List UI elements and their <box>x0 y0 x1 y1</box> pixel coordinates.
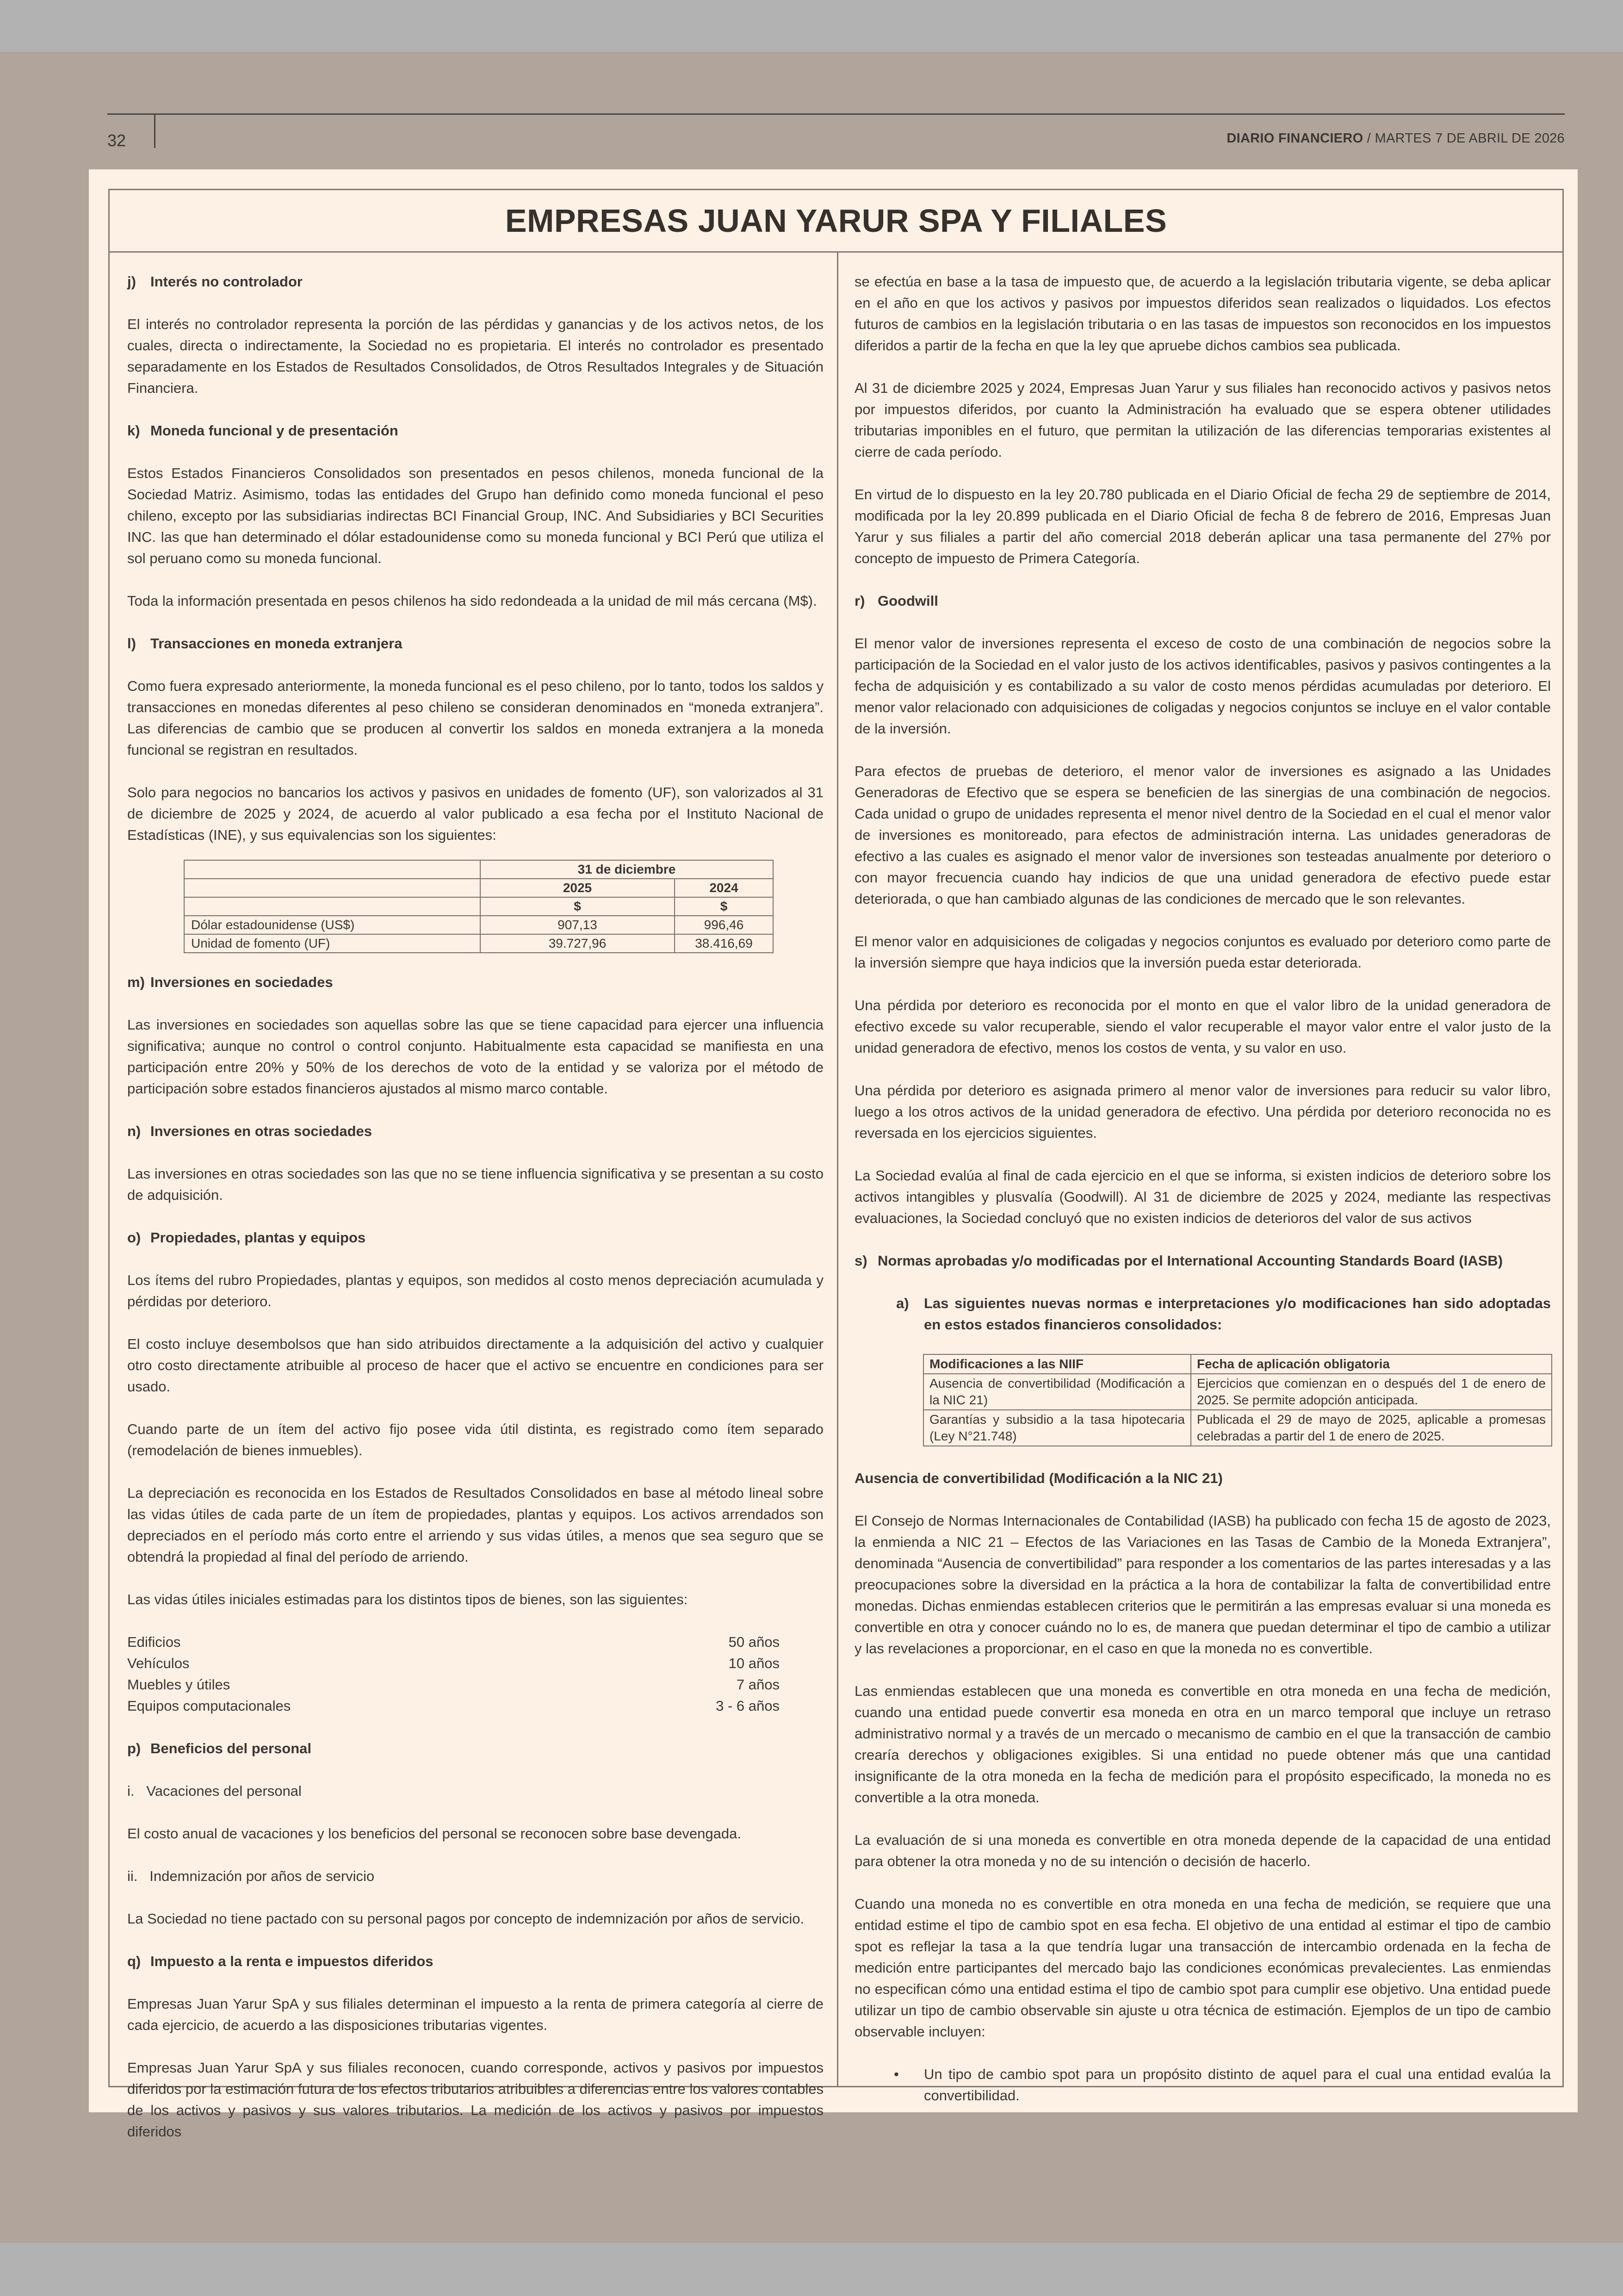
column-divider <box>837 253 838 2086</box>
table-cell: Garantías y subsidio a la tasa hipotecaria (Ley N°21.748) <box>923 1410 1191 1446</box>
asset-life: 7 años <box>736 1676 780 1693</box>
table-header: Modificaciones a las NIIF <box>923 1354 1191 1374</box>
notice-frame <box>108 189 1564 2140</box>
section-letter: r) <box>855 593 865 609</box>
exchange-rate-table <box>184 860 774 953</box>
publication-name: DIARIO FINANCIERO <box>1227 131 1363 146</box>
section-heading-text: Transacciones en moneda extranjera <box>150 635 403 652</box>
section-letter: o) <box>127 1229 141 1246</box>
table-cell: 38.416,69 <box>675 934 773 953</box>
paragraph: La Sociedad evalúa al final de cada ejercicio en el que se informa, si existen indicios de deterioro sobre los activos intangibles y plusvalía (Goodwill). Al 31 de diciembre de 2025 y 2024, mediante las respectivas evaluaciones, la Sociedad concluyó que no existen indicios de deterioros del valor de sus activos <box>855 1167 1551 1226</box>
section-heading-k <box>127 420 824 441</box>
paragraph: Estos Estados Financieros Consolidados son presentados en pesos chilenos, moneda funcional de la Sociedad Matriz. Asimismo, todas las entidades del Grupo han definido como moneda funcional el peso chileno, excepto por las subsidiarias indirectas BCI Financial Group, INC. And Subsidiaries y BCI Securities INC. las que han determinado el dólar estadounidense como su moneda funcional y BCI Perú que utiliza el sol peruano como su moneda funcional. <box>127 465 824 566</box>
section-letter: n) <box>127 1123 141 1139</box>
table-cell: Ejercicios que comienzan en o después del 1 de enero de 2025. Se permite adopción anticipada. <box>1191 1374 1552 1410</box>
right-column <box>855 271 1551 2106</box>
paragraph: La Sociedad no tiene pactado con su personal pagos por concepto de indemnización por años de servicio. <box>127 1911 805 1927</box>
table-cell: 39.727,96 <box>480 934 675 953</box>
asset-type: Edificios <box>127 1634 181 1650</box>
section-letter: q) <box>127 1953 141 1969</box>
section-heading-text: Inversiones en sociedades <box>150 974 333 990</box>
section-heading-l <box>127 633 824 654</box>
section-heading-o <box>127 1227 824 1248</box>
asset-life: 10 años <box>728 1655 780 1671</box>
table-row <box>184 934 773 953</box>
list-item <box>127 1653 780 1674</box>
table-cell: 996,46 <box>675 916 773 934</box>
paragraph: El menor valor de inversiones representa el exceso de costo de una combinación de negocios sobre la participación de la Sociedad en el valor justo de los activos identificables, pasivos y pasivos contingentes a la fecha de adquisición y es contabilizado a su valor de costo menos pérdidas acumuladas por deterioro. El menor valor relacionado con adquisiciones de coligadas y negocios conjuntos se incluye en el valor contable de la inversión. <box>855 635 1551 737</box>
paragraph: Los ítems del rubro Propiedades, plantas y equipos, son medidos al costo menos depreciación acumulada y pérdidas por deterioro. <box>127 1272 824 1309</box>
header-rule <box>107 113 1565 115</box>
section-letter: l) <box>127 635 136 652</box>
paragraph: Las enmiendas establecen que una moneda es convertible en otra moneda en una fecha de medición, cuando una entidad puede convertir esa moneda en otra en un marco temporal que incluye un retraso administrativo normal y a través de un mercado o mecanismo de cambio en el que la transacción de cambio crearía derechos y obligaciones exigibles. Si una entidad no puede obtener más que una cantidad insignificante de la otra moneda en la fecha de medición para el propósito especificado, la moneda no es convertible a la otra moneda. <box>855 1683 1551 1806</box>
paragraph: El interés no controlador representa la porción de las pérdidas y ganancias y de los activos netos, de los cuales, directa o indirectamente, la Sociedad no es propietaria. El interés no controlador es presentado separadamente en los Estados de Resultados Consolidados, de Otros Resultados Integrales y de Situación Financiera. <box>127 316 824 396</box>
section-letter: s) <box>855 1253 867 1269</box>
asset-life: 50 años <box>728 1634 780 1650</box>
page-number-divider <box>154 115 155 148</box>
paragraph: Las inversiones en otras sociedades son las que no se tiene influencia significativa y se presentan a su costo de adquisición. <box>127 1166 824 1203</box>
section-heading-r <box>855 590 1551 612</box>
section-heading-s <box>855 1250 1551 1272</box>
paragraph: Al 31 de diciembre 2025 y 2024, Empresas Juan Yarur y sus filiales han reconocido activos y pasivos netos por impuestos diferidos, por cuanto la Administración ha evaluado que se espera obtener utilidades tributarias imponibles en el futuro, que permitan la utilización de las diferencias temporarias existentes al cierre de cada período. <box>855 380 1551 460</box>
paragraph: Una pérdida por deterioro es reconocida por el monto en que el valor libro de la unidad generadora de efectivo excede su valor recuperable, siendo el valor recuperable el mayor valor entre el valor justo de la unidad generadora de efectivo, menos los costos de venta, y su valor en uso. <box>855 997 1551 1056</box>
subsection-letter: a) <box>896 1295 909 1311</box>
masthead <box>1227 131 1565 146</box>
subsection-a <box>896 1293 1551 1335</box>
bullet-text: Un tipo de cambio spot para un propósito distinto de aquel para el cual una entidad evalúa la convertibilidad. <box>924 2066 1551 2104</box>
section-heading-text: Interés no controlador <box>150 273 303 290</box>
list-item <box>127 1632 780 1653</box>
section-heading-n <box>127 1121 824 1142</box>
paragraph: Las inversiones en sociedades son aquellas sobre las que se tiene capacidad para ejercer una influencia significativa; aunque no control o control conjunto. Habitualmente esta capacidad se manifiesta en una participación entre 20% y 50% de los derechos de voto de la entidad y se valoriza por el método de participación sobre estados financieros ajustados al mismo marco contable. <box>127 1017 824 1097</box>
asset-type: Vehículos <box>127 1655 190 1671</box>
paragraph: El Consejo de Normas Internacionales de Contabilidad (IASB) ha publicado con fecha 15 de agosto de 2023, la enmienda a NIC 21 – Efectos de las Variaciones en las Tasas de Cambio de la Moneda Extranjera”, denominada “Ausencia de convertibilidad” para responder a los comentarios de las partes interesadas y a las preocupaciones sobre la diversidad en la práctica a la hora de contabilizar la falta de convertibilidad entre monedas. Dichas enmiendas establecen criterios que le permitirán a las empresas evaluar si una moneda es convertible en otra y conocer cuándo no lo es, de manera que puedan determinar el tipo de cambio a utilizar y las revelaciones a proporcionar, en el caso en que la moneda no es convertible. <box>855 1513 1551 1657</box>
paragraph: Cuando parte de un ítem del activo fijo posee vida útil distinta, es registrado como ítem separado (remodelación de bienes inmuebles). <box>127 1421 824 1458</box>
table-cell: Dólar estadounidense (US$) <box>184 916 480 934</box>
section-heading-text: Beneficios del personal <box>150 1740 311 1756</box>
table-unit-header: $ <box>675 897 773 916</box>
table-cell: Unidad de fomento (UF) <box>184 934 480 953</box>
paragraph: La evaluación de si una moneda es convertible en otra moneda depende de la capacidad de una entidad para obtener la otra moneda y no de su intención o decisión de hacerlo. <box>855 1832 1551 1869</box>
table-unit-header: $ <box>480 897 675 916</box>
paragraph: El costo anual de vacaciones y los beneficios del personal se reconocen sobre base devengada. <box>127 1825 741 1842</box>
paragraph: Las vidas útiles iniciales estimadas para los distintos tipos de bienes, son las siguientes: <box>127 1591 688 1607</box>
bullet-item <box>894 2064 1551 2106</box>
table-header: Fecha de aplicación obligatoria <box>1191 1354 1552 1374</box>
paragraph: Empresas Juan Yarur SpA y sus filiales reconocen, cuando corresponde, activos y pasivos por impuestos diferidos por la estimación futura de los efectos tributarios atribuibles a diferencias entre los valores contables de los activos y pasivos y sus valores tributarios. La medición de los activos y pasivos por impuestos diferidos <box>127 2060 824 2140</box>
section-heading-text: Inversiones en otras sociedades <box>150 1123 372 1139</box>
section-letter: p) <box>127 1740 141 1756</box>
paragraph: Solo para negocios no bancarios los activos y pasivos en unidades de fomento (UF), son valorizados al 31 de diciembre de 2025 y 2024, de acuerdo al valor publicado a esa fecha por el Instituto Nacional de Estadísticas (INE), y sus equivalencias son los siguientes: <box>127 784 824 843</box>
table-row <box>923 1374 1552 1410</box>
asset-type: Equipos computacionales <box>127 1698 291 1714</box>
section-heading-text: Moneda funcional y de presentación <box>150 422 398 439</box>
nic21-heading: Ausencia de convertibilidad (Modificación a la NIC 21) <box>855 1470 1223 1486</box>
table-cell: 907,13 <box>480 916 675 934</box>
table-cell: Publicada el 29 de mayo de 2025, aplicable a promesas celebradas a partir del 1 de enero de 2025. <box>1191 1410 1552 1446</box>
paragraph: Toda la información presentada en pesos chilenos ha sido redondeada a la unidad de mil más cercana (M$). <box>127 593 817 609</box>
left-column <box>127 271 824 2164</box>
paragraph: Como fuera expresado anteriormente, la moneda funcional es el peso chileno, por lo tanto, todos los saldos y transacciones en monedas diferentes al peso chileno se consideran denominados en “moneda extranjera”. Las diferencias de cambio que se producen al convertir los saldos en moneda extranjera a la moneda funcional se registran en resultados. <box>127 678 824 758</box>
page-number: 32 <box>107 131 126 150</box>
paragraph: Una pérdida por deterioro es asignada primero al menor valor de inversiones para reducir su valor libro, luego a los otros activos de la unidad generadora de efectivo. Una pérdida por deterioro reconocida no es reversada en los ejercicios siguientes. <box>855 1082 1551 1141</box>
subsection-heading: ii. Indemnización por años de servicio <box>127 1868 375 1884</box>
section-heading-text: Normas aprobadas y/o modificadas por el International Accounting Standards Board (IASB) <box>878 1253 1503 1269</box>
bullet-marker: • <box>894 2066 899 2082</box>
table-row <box>184 916 773 934</box>
subsection-heading: i. Vacaciones del personal <box>127 1783 302 1799</box>
table-cell: Ausencia de convertibilidad (Modificación a la NIC 21) <box>923 1374 1191 1410</box>
section-heading-text: Propiedades, plantas y equipos <box>150 1229 366 1246</box>
paragraph: Empresas Juan Yarur SpA y sus filiales determinan el impuesto a la renta de primera categoría al cierre de cada ejercicio, de acuerdo a las disposiciones tributarias vigentes. <box>127 1996 824 2033</box>
paragraph: Para efectos de pruebas de deterioro, el menor valor de inversiones es asignado a las Unidades Generadoras de Efectivo que se espera se beneficien de las sinergias de una combinación de negocios. Cada unidad o grupo de unidades representa el menor nivel dentro de la Sociedad en el cual el menor valor de inversiones es monitoreado, para efectos de administración interna. Las unidades generadoras de efectivo a las cuales es asignado el menor valor de inversiones son testeadas anualmente por deterioro o con mayor frecuencia cuando hay indicios de que una unidad generadora de efectivo puede estar deteriorada, o que han cambiado algunas de las condiciones de mercado que le son relevantes. <box>855 763 1551 907</box>
publication-date: MARTES 7 DE ABRIL DE 2026 <box>1375 131 1565 146</box>
section-heading-text: Goodwill <box>878 593 938 609</box>
paragraph: En virtud de lo dispuesto en la ley 20.780 publicada en el Diario Oficial de fecha 29 de septiembre de 2014, modificada por la ley 20.899 publicada en el Diario Oficial de fecha 8 de febrero de 2016, Empresas Juan Yarur y sus filiales a partir del año comercial 2018 deberán aplicar una tasa permanente del 27% por concepto de impuesto de Primera Categoría. <box>855 486 1551 566</box>
section-heading-j <box>127 271 824 292</box>
section-letter: m) <box>127 974 145 990</box>
paragraph: La depreciación es reconocida en los Estados de Resultados Consolidados en base al método lineal sobre las vidas útiles de cada parte de un ítem de propiedades, plantas y equipos. Los activos arrendados son depreciados en el período más corto entre el arriendo y sus vidas útiles, a menos que sea seguro que se obtendrá la propiedad al final del período de arriendo. <box>127 1485 824 1565</box>
list-item <box>127 1674 780 1695</box>
section-heading-p <box>127 1738 824 1759</box>
masthead-separator: / <box>1363 131 1375 146</box>
table-year-header: 2025 <box>480 879 675 897</box>
asset-type: Muebles y útiles <box>127 1676 230 1693</box>
paragraph: El menor valor en adquisiciones de coligadas y negocios conjuntos es evaluado por deterioro como parte de la inversión siempre que haya indicios que la inversión pueda estar deteriorada. <box>855 933 1551 971</box>
useful-lives-list <box>127 1632 824 1717</box>
paragraph: Cuando una moneda no es convertible en otra moneda en una fecha de medición, se requiere que una entidad estime el tipo de cambio spot en esa fecha. El objetivo de una entidad al estimar el tipo de cambio spot es reflejar la tasa a la que tendría lugar una transacción de intercambio ordenada en la fecha de medición entre participantes del mercado bajo las condiciones económicas prevalecientes. Las enmiendas no especifican cómo una entidad estima el tipo de cambio spot para cumplir ese objetivo. Una entidad puede utilizar un tipo de cambio observable sin ajuste u otra técnica de estimación. Ejemplos de un tipo de cambio observable incluyen: <box>855 1896 1551 2040</box>
notice-panel <box>89 169 1578 2140</box>
subsection-text: Las siguientes nuevas normas e interpretaciones y/o modificaciones han sido adoptadas en estos estados financieros consolidados: <box>924 1295 1551 1333</box>
paragraph: El costo incluye desembolsos que han sido atribuidos directamente a la adquisición del activo y cualquier otro costo directamente atribuible al proceso de hacer que el activo se encuentre en condiciones para ser usado. <box>127 1336 824 1395</box>
niif-amendments-table <box>923 1354 1552 1446</box>
table-group-header: 31 de diciembre <box>480 860 773 879</box>
list-item <box>127 1695 780 1717</box>
notice-title: EMPRESAS JUAN YARUR SPA Y FILIALES <box>110 190 1562 253</box>
paragraph: se efectúa en base a la tasa de impuesto que, de acuerdo a la legislación tributaria vigente, se deba aplicar en el año en que los activos y pasivos por impuestos diferidos sean realizados o liquidados. Los efectos futuros de cambios en la legislación tributaria o en las tasas de impuestos son reconocidos en los impuestos diferidos a partir de la fecha en que la ley que apruebe dichos cambios sea publicada. <box>855 273 1551 354</box>
section-letter: j) <box>127 273 136 290</box>
section-letter: k) <box>127 422 140 439</box>
table-year-header: 2024 <box>675 879 773 897</box>
section-heading-text: Impuesto a la renta e impuestos diferidos <box>150 1953 434 1969</box>
section-heading-q <box>127 1951 824 1972</box>
section-heading-m <box>127 972 824 993</box>
asset-life: 3 - 6 años <box>716 1698 780 1714</box>
table-row <box>923 1410 1552 1446</box>
